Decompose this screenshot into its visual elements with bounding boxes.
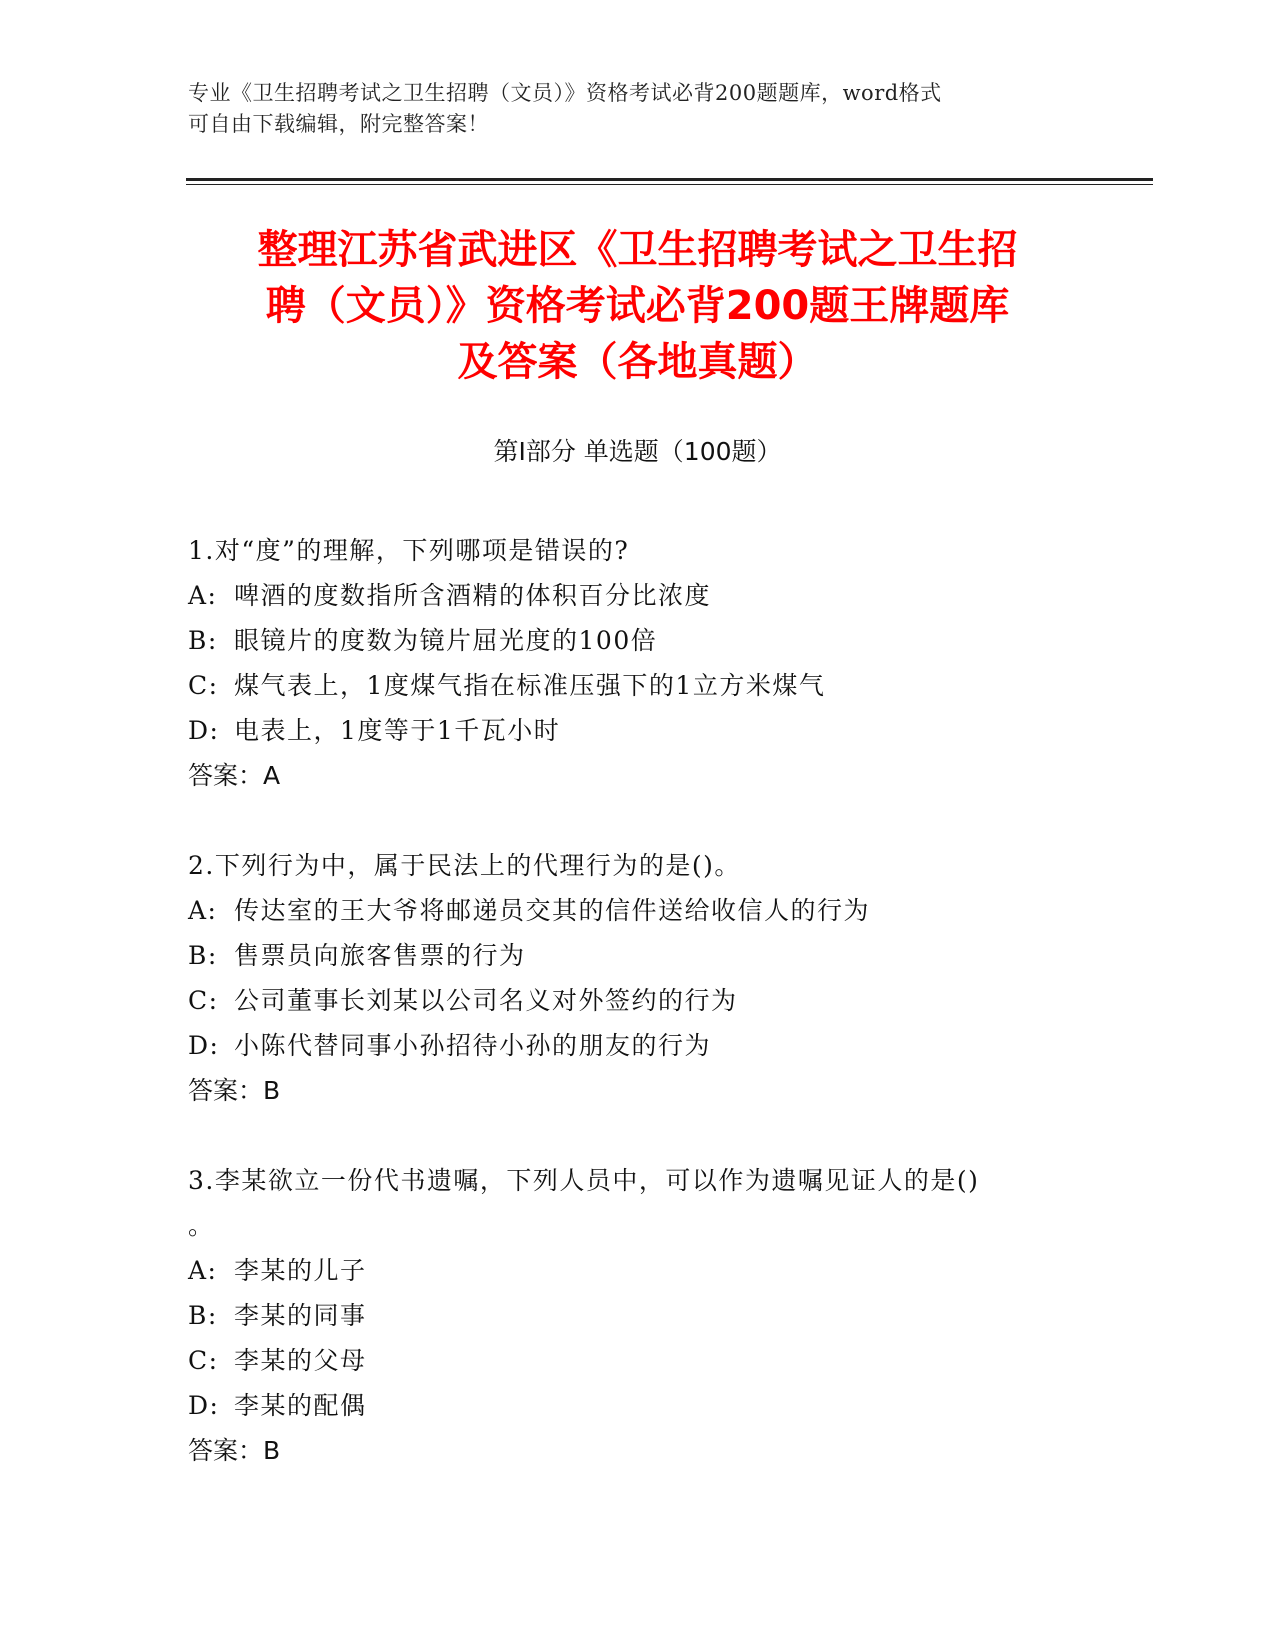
document-title	[140, 222, 1135, 390]
answer-option	[188, 573, 1068, 618]
option-key: B:	[188, 1301, 218, 1330]
answer-line: 答案：A	[188, 761, 281, 790]
answer-option	[188, 1248, 1068, 1293]
option-text: 李某的同事	[234, 1301, 367, 1330]
option-text: 电表上，1度等于1千瓦小时	[234, 716, 561, 745]
question-stem: 3.李某欲立一份代书遗嘱，下列人员中，可以作为遗嘱见证人的是()	[188, 1166, 980, 1195]
answer-line: 答案：B	[188, 1436, 281, 1465]
answer-option	[188, 1293, 1068, 1338]
answer-option	[188, 618, 1068, 663]
option-key: A:	[188, 581, 218, 610]
option-text: 传达室的王大爷将邮递员交其的信件送给收信人的行为	[234, 896, 871, 925]
option-text: 啤酒的度数指所含酒精的体积百分比浓度	[234, 581, 712, 610]
option-text: 李某的儿子	[234, 1256, 367, 1285]
option-text: 公司董事长刘某以公司名义对外签约的行为	[234, 986, 738, 1015]
answer-option	[188, 1338, 1068, 1383]
answer-option	[188, 933, 1068, 978]
question-spacer	[188, 798, 1068, 843]
option-key: D:	[188, 716, 220, 745]
option-key: A:	[188, 1256, 218, 1285]
answer-option	[188, 978, 1068, 1023]
question-spacer	[188, 1113, 1068, 1158]
answer-option	[188, 888, 1068, 933]
option-text: 小陈代替同事小孙招待小孙的朋友的行为	[234, 1031, 712, 1060]
option-key: B:	[188, 941, 218, 970]
section-heading: 第I部分 单选题（100题）	[493, 437, 782, 466]
question-item	[188, 528, 1068, 798]
answer-option	[188, 1383, 1068, 1428]
question-stem: 2.下列行为中，属于民法上的代理行为的是()。	[188, 851, 741, 880]
option-key: B:	[188, 626, 218, 655]
option-text: 售票员向旅客售票的行为	[234, 941, 526, 970]
answer-option	[188, 1023, 1068, 1068]
title-line: 及答案（各地真题）	[457, 339, 818, 385]
question-stem: 。	[188, 1211, 215, 1240]
answer-option	[188, 663, 1068, 708]
question-item	[188, 1158, 1068, 1473]
option-text: 煤气表上，1度煤气指在标准压强下的1立方米煤气	[234, 671, 826, 700]
option-text: 李某的父母	[234, 1346, 367, 1375]
option-key: A:	[188, 896, 218, 925]
header-note-line: 专业《卫生招聘考试之卫生招聘（文员）》资格考试必背200题题库，word格式	[188, 81, 942, 105]
option-key: C:	[188, 671, 219, 700]
answer-option	[188, 708, 1068, 753]
question-item	[188, 843, 1068, 1113]
option-key: C:	[188, 986, 219, 1015]
header-note-line: 可自由下载编辑，附完整答案！	[188, 112, 489, 136]
option-key: D:	[188, 1391, 220, 1420]
question-list	[188, 528, 1068, 1473]
header-note	[188, 78, 1068, 140]
option-text: 李某的配偶	[234, 1391, 367, 1420]
title-line: 整理江苏省武进区《卫生招聘考试之卫生招	[257, 227, 1018, 273]
question-stem: 1.对“度”的理解，下列哪项是错误的?	[188, 536, 630, 565]
answer-line: 答案：B	[188, 1076, 281, 1105]
header-divider-thin	[186, 184, 1153, 185]
title-line: 聘（文员）》资格考试必背200题王牌题库	[265, 283, 1010, 329]
option-text: 眼镜片的度数为镜片屈光度的100倍	[234, 626, 658, 655]
header-divider	[186, 178, 1153, 181]
option-key: C:	[188, 1346, 219, 1375]
option-key: D:	[188, 1031, 220, 1060]
